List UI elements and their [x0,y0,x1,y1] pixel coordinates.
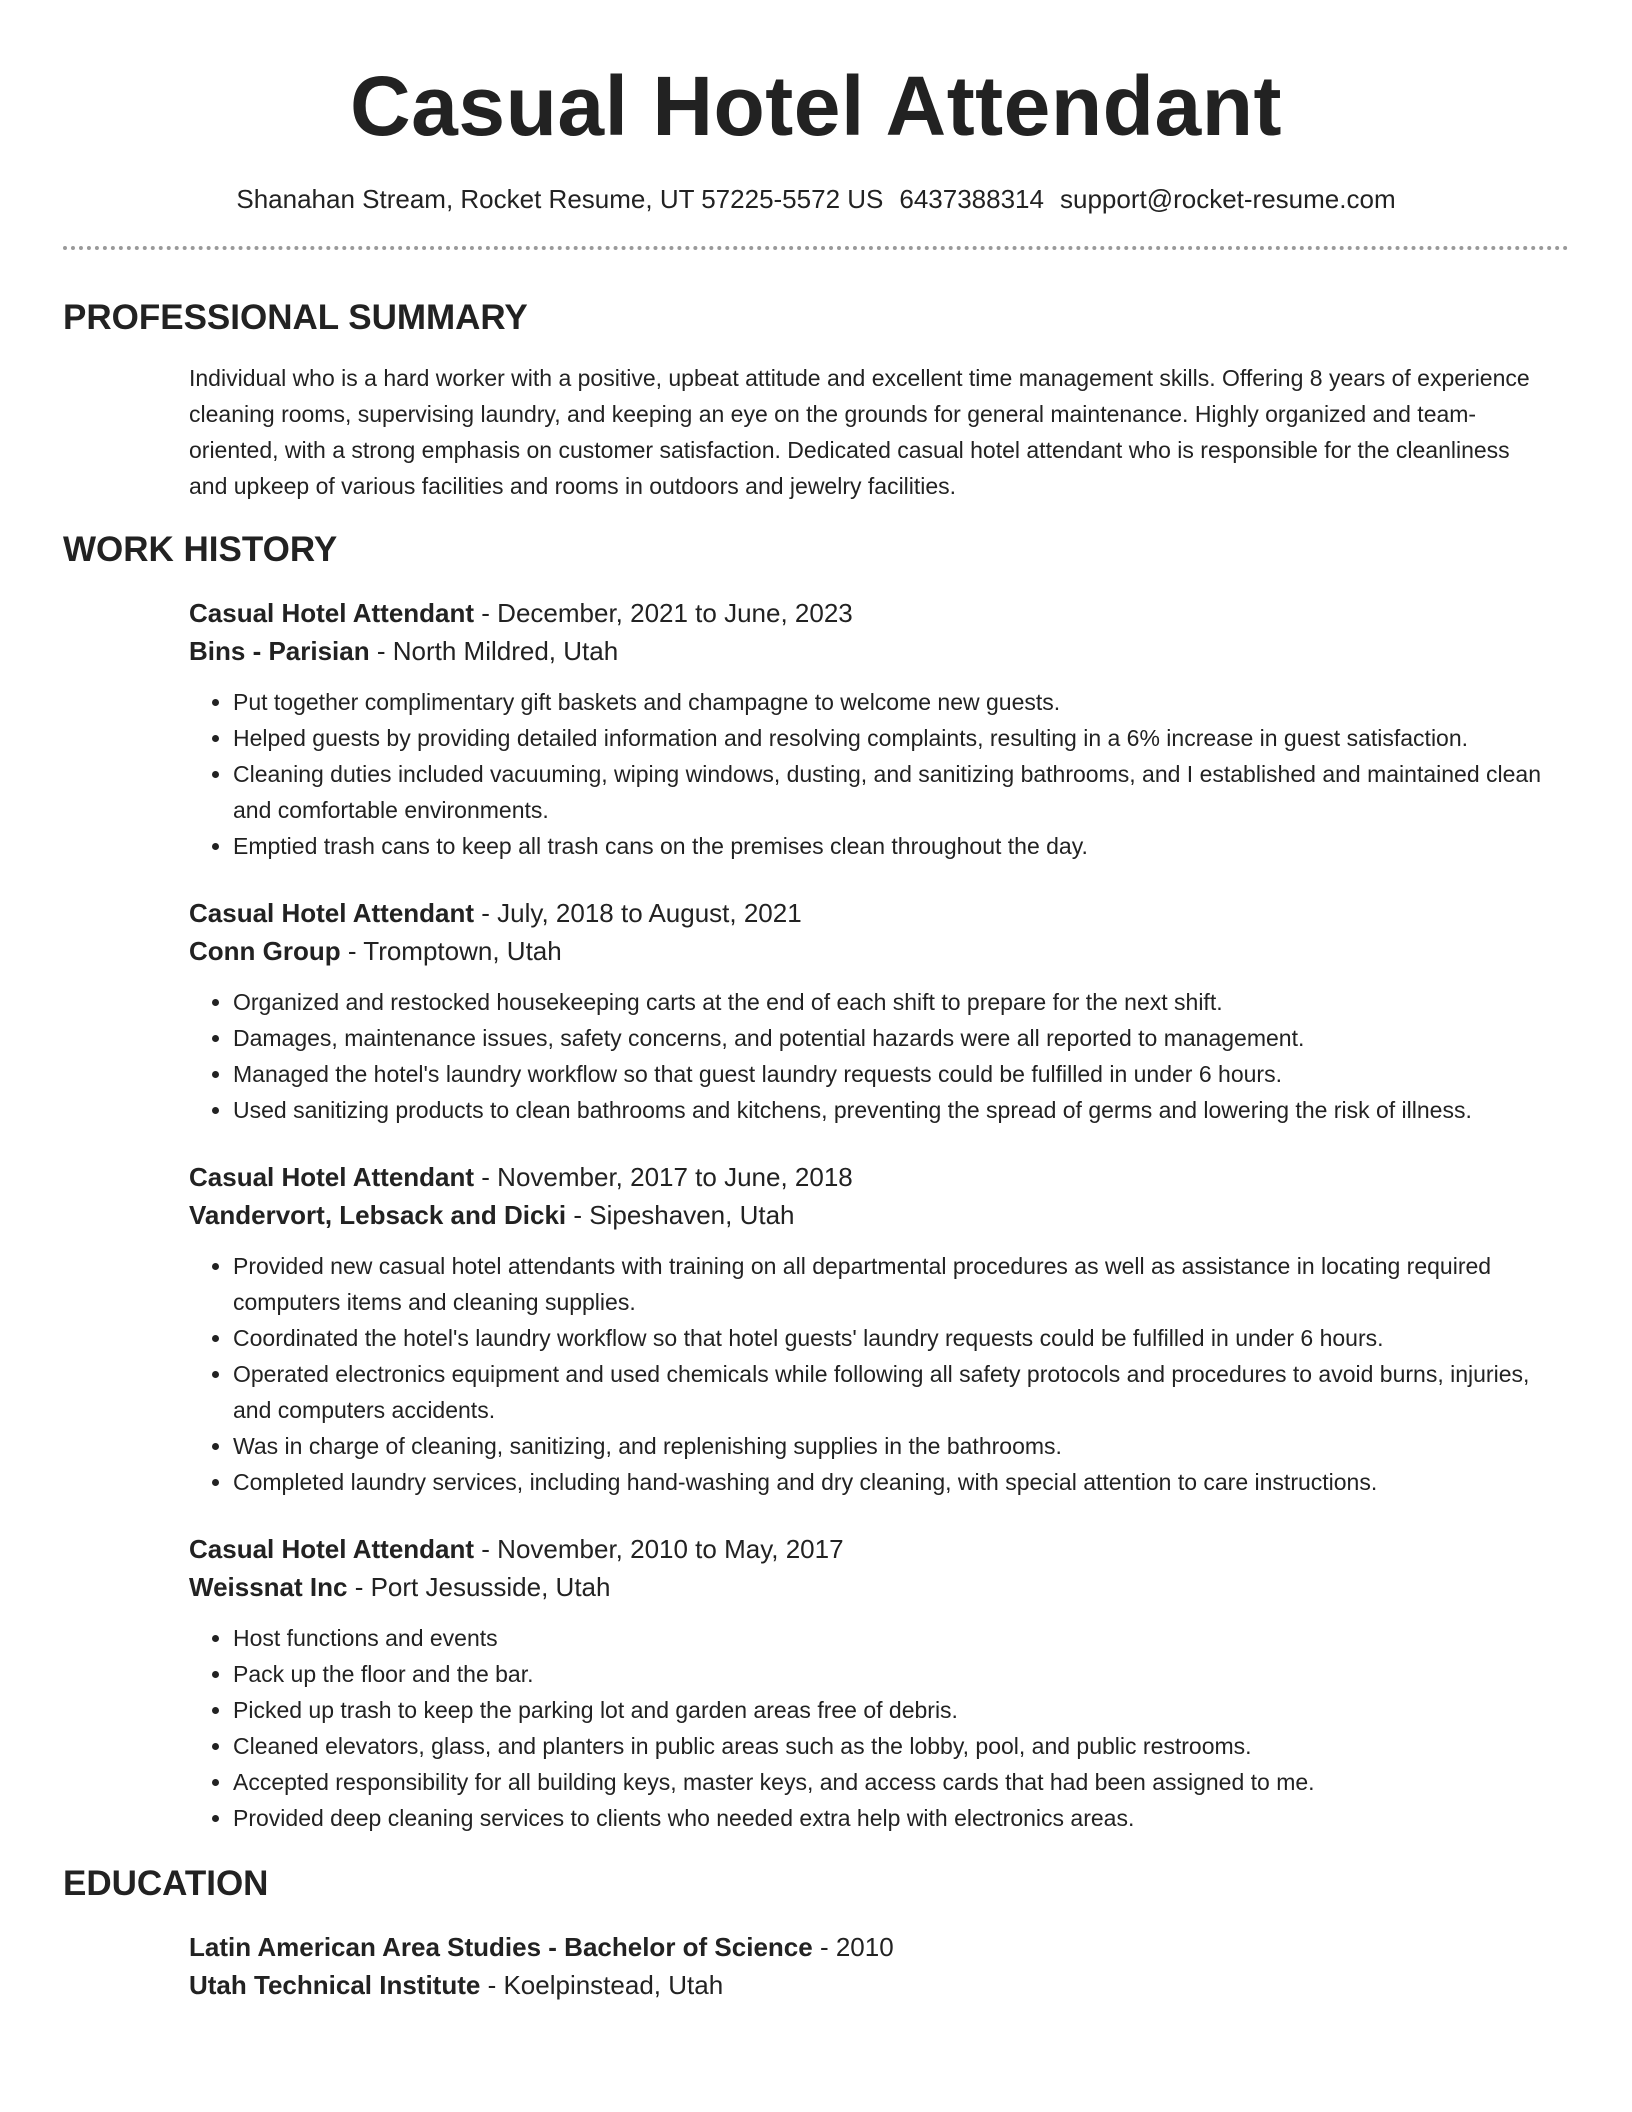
job-dates: - July, 2018 to August, 2021 [474,898,802,928]
company-line [189,932,1552,970]
job-title-line [189,1530,1552,1568]
contact-line [0,182,1632,216]
school-name: Utah Technical Institute [189,1970,481,2000]
company-line [189,1196,1552,1234]
list-item: • Cleaned elevators, glass, and planters in public areas such as the lobby, pool, and public restrooms. [233,1728,1552,1764]
list-item: • Pack up the floor and the bar. [233,1656,1552,1692]
job-entry [189,594,1552,864]
company-line [189,1568,1552,1606]
degree-line [189,1928,1552,1966]
company-name: Conn Group [189,936,341,966]
education-entry [189,1928,1552,2004]
list-item: • Put together complimentary gift baskets and champagne to welcome new guests. [233,684,1552,720]
job-title: Casual Hotel Attendant [189,898,475,928]
company-name: Weissnat Inc [189,1572,348,1602]
list-item: • Host functions and events [233,1620,1552,1656]
job-title-line [189,594,1552,632]
job-bullets [189,1248,1552,1500]
job-bullets [189,684,1552,864]
list-item: • Completed laundry services, including hand-washing and dry cleaning, with special attention to care instructions. [233,1464,1552,1500]
list-item: • Picked up trash to keep the parking lot and garden areas free of debris. [233,1692,1552,1728]
job-title: Casual Hotel Attendant [189,598,475,628]
job-entry [189,894,1552,1128]
job-bullets [189,984,1552,1128]
job-dates: - November, 2010 to May, 2017 [474,1534,844,1564]
page-title: Casual Hotel Attendant [350,59,1282,153]
job-title-line [189,1158,1552,1196]
job-dates: - November, 2017 to June, 2018 [474,1162,853,1192]
list-item: • Coordinated the hotel's laundry workflow so that hotel guests' laundry requests could be fulfilled in under 6 hours. [233,1320,1552,1356]
job-bullets [189,1620,1552,1836]
degree-name: Latin American Area Studies - Bachelor of Science [189,1932,813,1962]
list-item: • Emptied trash cans to keep all trash cans on the premises clean throughout the day. [233,828,1552,864]
summary-text: Individual who is a hard worker with a positive, upbeat attitude and excellent time management skills. Offering 8 years of experience cleaning rooms, supervising laundry, and keeping an eye on the grounds for general maintenance. Highly organized and team-oriented, with a strong emphasis on customer satisfaction. Dedicated casual hotel attendant who is responsible for the cleanliness and upkeep of various facilities and rooms in outdoors and jewelry facilities. [189,365,1530,499]
job-dates: - December, 2021 to June, 2023 [474,598,853,628]
job-title: Casual Hotel Attendant [189,1534,475,1564]
school-location: - Koelpinstead, Utah [480,1970,724,2000]
list-item: • Was in charge of cleaning, sanitizing, and replenishing supplies in the bathrooms. [233,1428,1552,1464]
company-line [189,632,1552,670]
company-name: Vandervort, Lebsack and Dicki [189,1200,567,1230]
phone: 6437388314 [899,184,1044,214]
list-item: • Managed the hotel's laundry workflow so that guest laundry requests could be fulfilled in under 6 hours. [233,1056,1552,1092]
list-item: • Helped guests by providing detailed information and resolving complaints, resulting in a 6% increase in guest satisfaction. [233,720,1552,756]
header-divider [63,246,1569,250]
list-item: • Operated electronics equipment and used chemicals while following all safety protocols and procedures to avoid burns, injuries, and computers accidents. [233,1356,1552,1428]
company-location: - Sipeshaven, Utah [566,1200,795,1230]
list-item: • Cleaning duties included vacuuming, wiping windows, dusting, and sanitizing bathrooms, and I established and maintained clean and comfortable environments. [233,756,1552,828]
list-item: • Organized and restocked housekeeping carts at the end of each shift to prepare for the next shift. [233,984,1552,1020]
school-line [189,1966,1552,2004]
company-location: - North Mildred, Utah [369,636,619,666]
job-entry [189,1158,1552,1500]
list-item: • Used sanitizing products to clean bathrooms and kitchens, preventing the spread of germs and lowering the risk of illness. [233,1092,1552,1128]
list-item: • Provided deep cleaning services to clients who needed extra help with electronics areas. [233,1800,1552,1836]
email: support@rocket-resume.com [1059,184,1396,214]
company-name: Bins - Parisian [189,636,370,666]
summary-heading: PROFESSIONAL SUMMARY [63,298,528,337]
list-item: • Provided new casual hotel attendants with training on all departmental procedures as well as assistance in locating required computers items and cleaning supplies. [233,1248,1552,1320]
list-item: • Accepted responsibility for all building keys, master keys, and access cards that had been assigned to me. [233,1764,1552,1800]
work-history-heading: WORK HISTORY [63,530,338,569]
job-title: Casual Hotel Attendant [189,1162,475,1192]
address: Shanahan Stream, Rocket Resume, UT 57225-5572 US [236,184,884,214]
company-location: - Port Jesusside, Utah [347,1572,611,1602]
education-heading: EDUCATION [63,1864,269,1903]
job-title-line [189,894,1552,932]
company-location: - Tromptown, Utah [340,936,562,966]
job-entry [189,1530,1552,1836]
degree-year: - 2010 [812,1932,894,1962]
list-item: • Damages, maintenance issues, safety concerns, and potential hazards were all reported to management. [233,1020,1552,1056]
